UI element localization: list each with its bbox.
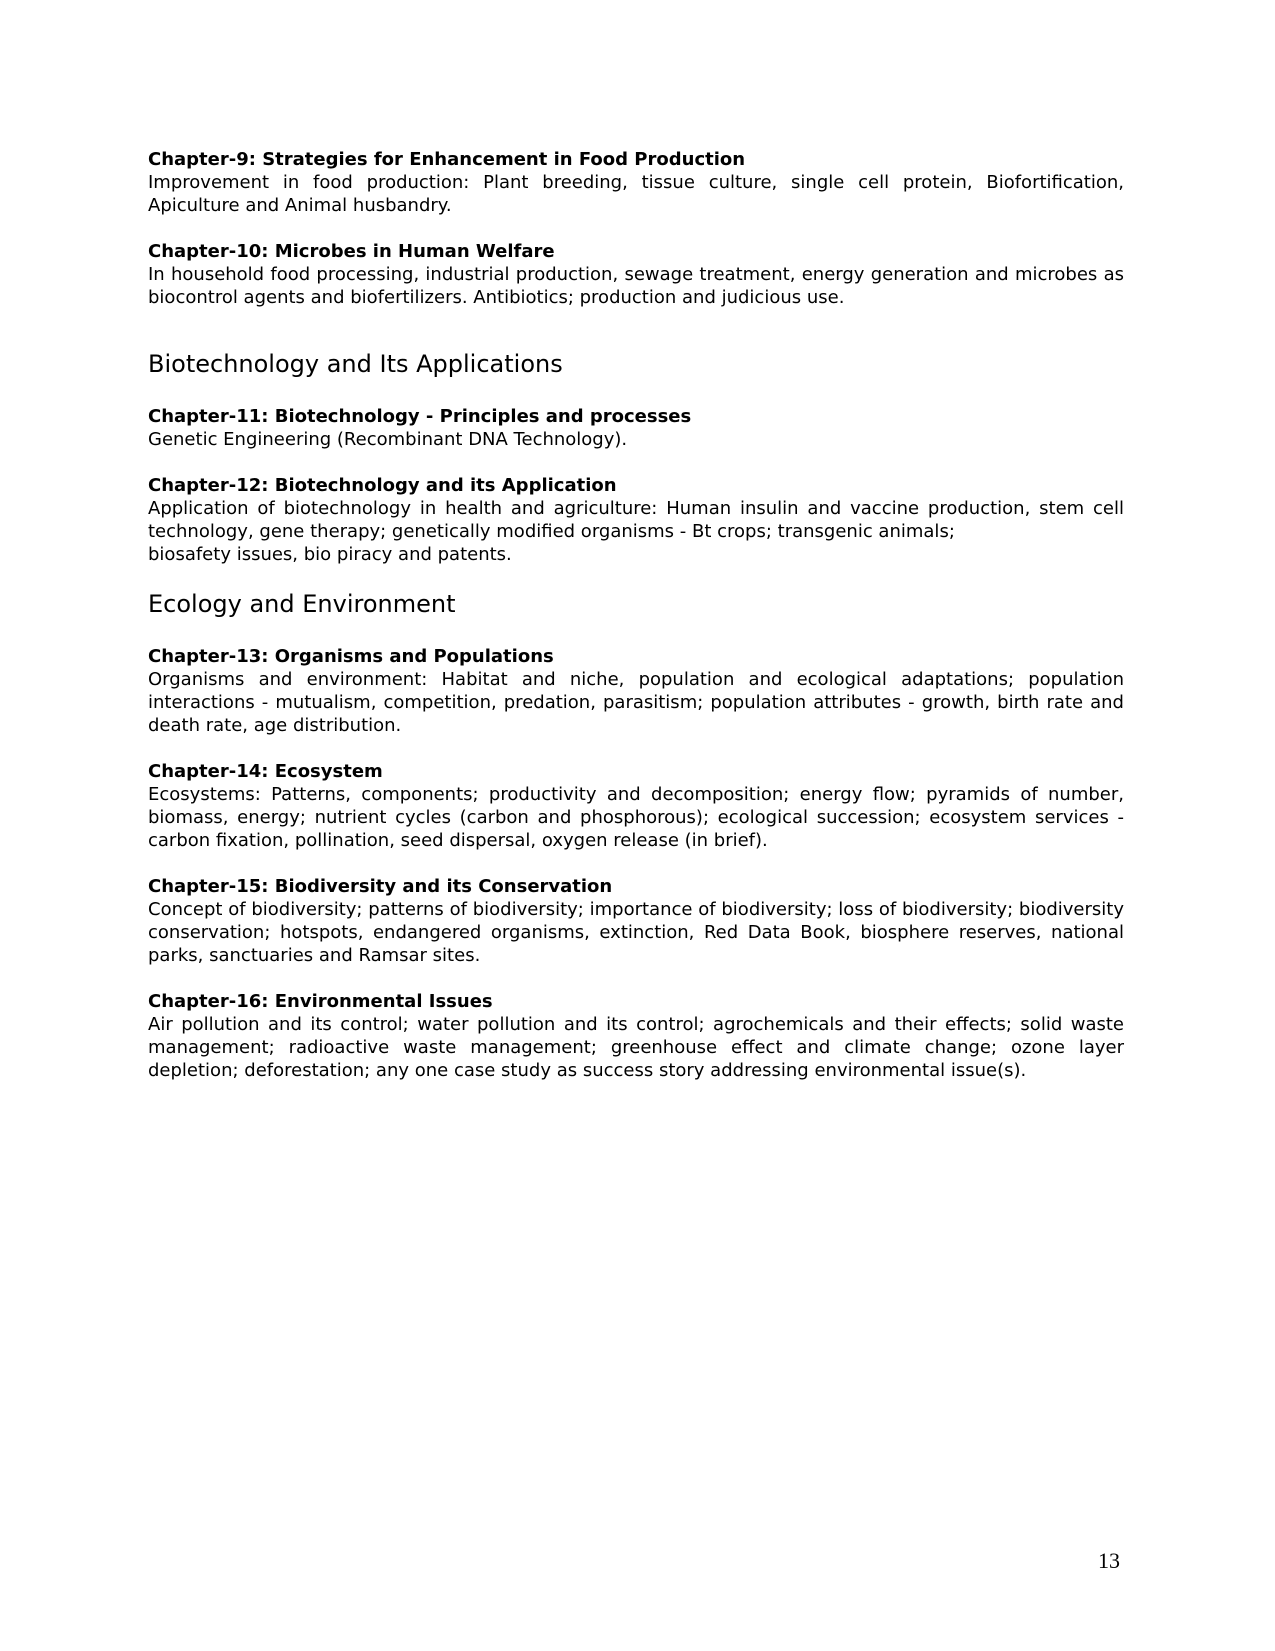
chapter-paragraph: Improvement in food production: Plant breeding, tissue culture, single cell protein, Biofortification, Apiculture and Animal husbandry.: [148, 172, 1124, 216]
chapter-16: [148, 990, 1124, 1082]
chapter-body: [148, 263, 1124, 309]
chapter-paragraph: In household food processing, industrial production, sewage treatment, energy generation and microbes as biocontrol agents and biofertilizers. Antibiotics; production and judicious use.: [148, 264, 1124, 308]
chapter-body: [148, 1013, 1124, 1082]
chapter-15: [148, 875, 1124, 967]
chapter-title: Chapter-13: Organisms and Populations: [148, 646, 554, 667]
chapter-paragraph: biosafety issues, bio piracy and patents.: [148, 544, 512, 565]
chapter-body: [148, 171, 1124, 217]
chapter-paragraph: Ecosystems: Patterns, components; productivity and decomposition; energy flow; pyramids of number, biomass, energy; nutrient cycles (carbon and phosphorous); ecological succession; ecosystem services - carbon fixation, pollination, seed dispersal, oxygen release (in brief).: [148, 784, 1124, 851]
chapter-paragraph: Genetic Engineering (Recombinant DNA Technology).: [148, 429, 628, 450]
chapter-body: [148, 898, 1124, 967]
chapter-9: [148, 148, 1124, 217]
document-page: [148, 148, 1124, 1105]
chapter-body: [148, 428, 1124, 451]
chapter-paragraph: Application of biotechnology in health and agriculture: Human insulin and vaccine production, stem cell technology, gene therapy; genetically modified organisms - Bt crops; transgenic animals;: [148, 498, 1124, 542]
chapter-paragraph: Concept of biodiversity; patterns of biodiversity; importance of biodiversity; loss of biodiversity; biodiversity conservation; hotspots, endangered organisms, extinction, Red Data Book, biosphere reserves, national parks, sanctuaries and Ramsar sites.: [148, 899, 1124, 966]
chapter-paragraph: Organisms and environment: Habitat and niche, population and ecological adaptations; population interactions - mutualism, competition, predation, parasitism; population attributes - growth, birth rate and death rate, age distribution.: [148, 669, 1124, 736]
section-heading-ecology: Ecology and Environment: [148, 590, 456, 618]
chapter-title: Chapter-16: Environmental Issues: [148, 991, 493, 1012]
chapter-title: Chapter-15: Biodiversity and its Conservation: [148, 876, 613, 897]
chapter-title: Chapter-10: Microbes in Human Welfare: [148, 241, 555, 262]
chapter-title: Chapter-11: Biotechnology - Principles and processes: [148, 406, 692, 427]
chapter-body: [148, 783, 1124, 852]
page-number: 13: [1098, 1548, 1120, 1573]
chapter-title: Chapter-12: Biotechnology and its Application: [148, 475, 617, 496]
chapter-13: [148, 645, 1124, 737]
chapter-14: [148, 760, 1124, 852]
chapter-10: [148, 240, 1124, 309]
chapter-paragraph: Air pollution and its control; water pollution and its control; agrochemicals and their effects; solid waste management; radioactive waste management; greenhouse effect and climate change; ozone layer depletion; deforestation; any one case study as success story addressing environmental issue(s).: [148, 1014, 1124, 1081]
section-heading-biotechnology: Biotechnology and Its Applications: [148, 350, 563, 378]
chapter-12: [148, 474, 1124, 566]
chapter-title: Chapter-9: Strategies for Enhancement in Food Production: [148, 149, 746, 170]
chapter-body: [148, 497, 1124, 566]
chapter-title: Chapter-14: Ecosystem: [148, 761, 383, 782]
chapter-11: [148, 405, 1124, 451]
chapter-body: [148, 668, 1124, 737]
